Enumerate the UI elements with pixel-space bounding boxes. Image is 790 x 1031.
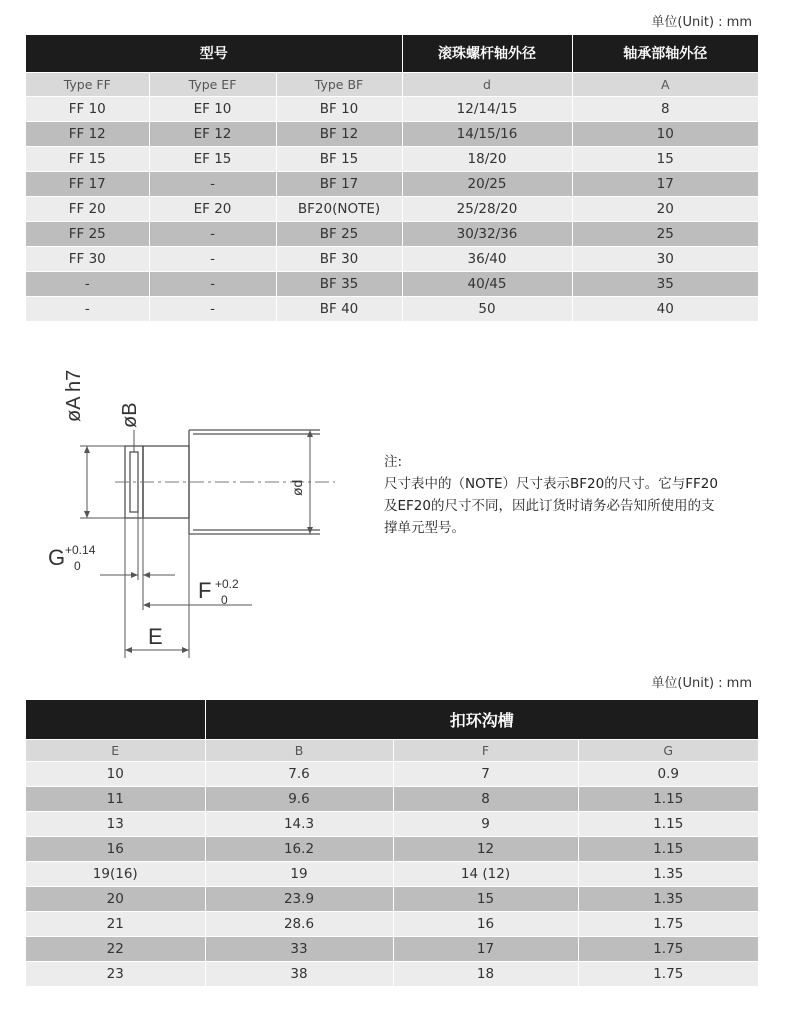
cell: 16 bbox=[393, 911, 578, 936]
cell: EF 12 bbox=[149, 121, 276, 146]
cell: BF 40 bbox=[276, 296, 402, 321]
cell: 8 bbox=[572, 96, 758, 121]
label-f-lower: 0 bbox=[221, 593, 228, 607]
snap-ring-groove-table bbox=[26, 700, 758, 987]
header-empty bbox=[26, 700, 205, 739]
cell: 21 bbox=[26, 911, 205, 936]
header-snap-ring-groove: 扣环沟槽 bbox=[205, 700, 758, 739]
table-row bbox=[26, 271, 758, 296]
cell: 14/15/16 bbox=[402, 121, 572, 146]
cell: 11 bbox=[26, 786, 205, 811]
cell: EF 10 bbox=[149, 96, 276, 121]
subheader-e: E bbox=[26, 739, 205, 761]
label-f: F bbox=[198, 578, 212, 603]
table-row bbox=[26, 886, 758, 911]
cell: - bbox=[26, 296, 149, 321]
cell: 1.75 bbox=[578, 961, 758, 986]
cell: BF20(NOTE) bbox=[276, 196, 402, 221]
cell: FF 12 bbox=[26, 121, 149, 146]
cell: 7 bbox=[393, 761, 578, 786]
dimension-table bbox=[26, 35, 758, 322]
cell: FF 20 bbox=[26, 196, 149, 221]
cell: 8 bbox=[393, 786, 578, 811]
table-row bbox=[26, 246, 758, 271]
cell: 16.2 bbox=[205, 836, 393, 861]
cell: 18 bbox=[393, 961, 578, 986]
table-row bbox=[26, 296, 758, 321]
cell: FF 17 bbox=[26, 171, 149, 196]
cell: 9.6 bbox=[205, 786, 393, 811]
cell: 20 bbox=[26, 886, 205, 911]
cell: 25 bbox=[572, 221, 758, 246]
unit-label-bottom: 单位(Unit) : mm bbox=[651, 676, 752, 691]
cell: - bbox=[149, 171, 276, 196]
table-row bbox=[26, 861, 758, 886]
header-bearing-diameter: 轴承部轴外径 bbox=[572, 35, 758, 72]
cell: 9 bbox=[393, 811, 578, 836]
cell: 7.6 bbox=[205, 761, 393, 786]
cell: FF 25 bbox=[26, 221, 149, 246]
cell: 14.3 bbox=[205, 811, 393, 836]
cell: 1.75 bbox=[578, 911, 758, 936]
note-block bbox=[384, 451, 764, 539]
cell: 28.6 bbox=[205, 911, 393, 936]
cell: 17 bbox=[393, 936, 578, 961]
table-row bbox=[26, 911, 758, 936]
cell: 15 bbox=[572, 146, 758, 171]
cell: 23.9 bbox=[205, 886, 393, 911]
cell: BF 17 bbox=[276, 171, 402, 196]
cell: 36/40 bbox=[402, 246, 572, 271]
cell: BF 35 bbox=[276, 271, 402, 296]
cell: EF 15 bbox=[149, 146, 276, 171]
cell: BF 12 bbox=[276, 121, 402, 146]
cell: 18/20 bbox=[402, 146, 572, 171]
header-model: 型号 bbox=[26, 35, 402, 72]
cell: FF 30 bbox=[26, 246, 149, 271]
cell: - bbox=[149, 296, 276, 321]
cell: 10 bbox=[572, 121, 758, 146]
cell: - bbox=[149, 221, 276, 246]
table-row bbox=[26, 786, 758, 811]
subheader-b: B bbox=[205, 739, 393, 761]
label-f-upper: +0.2 bbox=[215, 577, 239, 591]
cell: BF 10 bbox=[276, 96, 402, 121]
note-title: 注: bbox=[384, 454, 403, 470]
subheader-type-bf: Type BF bbox=[276, 72, 402, 96]
cell: 12/14/15 bbox=[402, 96, 572, 121]
cell: 1.35 bbox=[578, 886, 758, 911]
table-row bbox=[26, 811, 758, 836]
cell: 15 bbox=[393, 886, 578, 911]
cell: 22 bbox=[26, 936, 205, 961]
cell: 17 bbox=[572, 171, 758, 196]
cell: 1.75 bbox=[578, 936, 758, 961]
cell: 0.9 bbox=[578, 761, 758, 786]
table-row bbox=[26, 121, 758, 146]
cell: EF 20 bbox=[149, 196, 276, 221]
cell: 1.15 bbox=[578, 786, 758, 811]
label-g: G bbox=[48, 545, 66, 570]
cell: 12 bbox=[393, 836, 578, 861]
cell: BF 25 bbox=[276, 221, 402, 246]
cell: - bbox=[149, 271, 276, 296]
cell: 38 bbox=[205, 961, 393, 986]
cell: - bbox=[149, 246, 276, 271]
subheader-type-ff: Type FF bbox=[26, 72, 149, 96]
cell: 35 bbox=[572, 271, 758, 296]
shaft-end-drawing bbox=[40, 360, 340, 660]
cell: 30/32/36 bbox=[402, 221, 572, 246]
cell: 50 bbox=[402, 296, 572, 321]
table-row bbox=[26, 761, 758, 786]
table-row bbox=[26, 936, 758, 961]
table-row bbox=[26, 836, 758, 861]
cell: BF 30 bbox=[276, 246, 402, 271]
cell: 19(16) bbox=[26, 861, 205, 886]
table-row bbox=[26, 196, 758, 221]
label-g-upper: +0.14 bbox=[65, 543, 96, 557]
cell: 19 bbox=[205, 861, 393, 886]
cell: 10 bbox=[26, 761, 205, 786]
table-row bbox=[26, 146, 758, 171]
unit-label-top: 单位(Unit) : mm bbox=[651, 15, 752, 30]
cell: 25/28/20 bbox=[402, 196, 572, 221]
header-screw-diameter: 滚珠螺杆轴外径 bbox=[402, 35, 572, 72]
subheader-a: A bbox=[572, 72, 758, 96]
cell: 14 (12) bbox=[393, 861, 578, 886]
note-line-2: 及EF20的尺寸不同，因此订货时请务必告知所使用的支 bbox=[384, 498, 715, 514]
subheader-row bbox=[26, 72, 758, 96]
note-line-3: 撑单元型号。 bbox=[384, 520, 465, 536]
subheader-g: G bbox=[578, 739, 758, 761]
label-e: E bbox=[148, 624, 163, 649]
label-b: øB bbox=[119, 402, 141, 428]
cell: 13 bbox=[26, 811, 205, 836]
cell: 1.15 bbox=[578, 836, 758, 861]
table-row bbox=[26, 221, 758, 246]
cell: - bbox=[26, 271, 149, 296]
label-d: ød bbox=[289, 479, 305, 496]
cell: 1.15 bbox=[578, 811, 758, 836]
label-a: øA h7 bbox=[63, 369, 85, 422]
cell: 23 bbox=[26, 961, 205, 986]
cell: 16 bbox=[26, 836, 205, 861]
cell: 40 bbox=[572, 296, 758, 321]
cell: 20 bbox=[572, 196, 758, 221]
note-line-1: 尺寸表中的（NOTE）尺寸表示BF20的尺寸。它与FF20 bbox=[384, 476, 718, 492]
cell: 33 bbox=[205, 936, 393, 961]
cell: FF 10 bbox=[26, 96, 149, 121]
cell: FF 15 bbox=[26, 146, 149, 171]
table-row bbox=[26, 171, 758, 196]
table-row bbox=[26, 96, 758, 121]
subheader-f: F bbox=[393, 739, 578, 761]
cell: 1.35 bbox=[578, 861, 758, 886]
subheader-row bbox=[26, 739, 758, 761]
cell: BF 15 bbox=[276, 146, 402, 171]
label-g-lower: 0 bbox=[74, 559, 81, 573]
table-row bbox=[26, 961, 758, 986]
subheader-type-ef: Type EF bbox=[149, 72, 276, 96]
cell: 30 bbox=[572, 246, 758, 271]
cell: 20/25 bbox=[402, 171, 572, 196]
cell: 40/45 bbox=[402, 271, 572, 296]
subheader-d: d bbox=[402, 72, 572, 96]
